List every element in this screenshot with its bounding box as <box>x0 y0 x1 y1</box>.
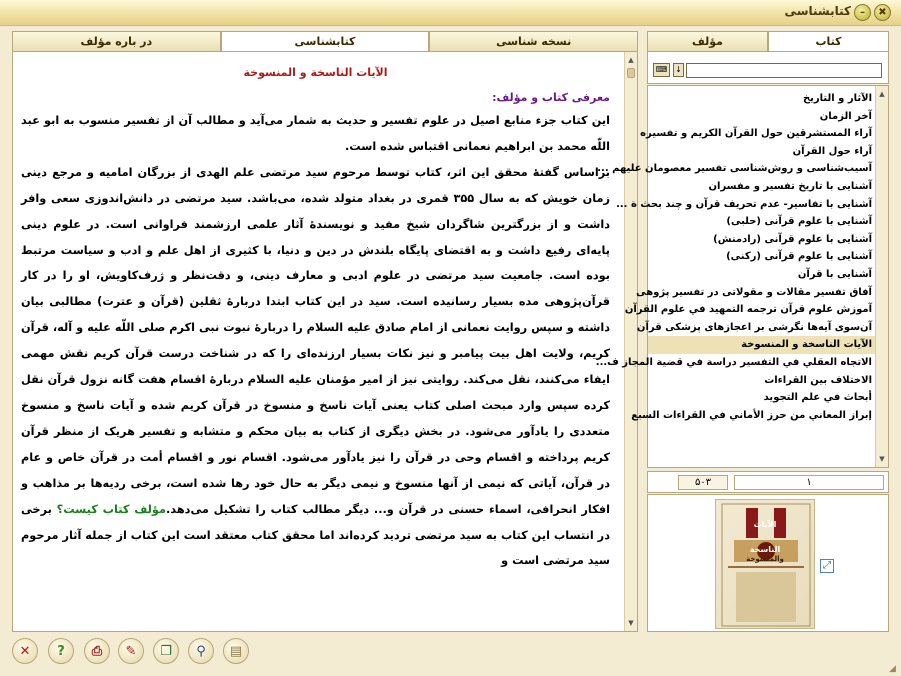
list-item[interactable]: آخر الزمان <box>819 110 872 122</box>
document-scrollbar[interactable] <box>624 52 637 631</box>
pager <box>647 471 889 493</box>
cover-panel <box>647 494 889 632</box>
search-option-icon[interactable]: ↓ <box>673 63 684 77</box>
tab-manuscripts[interactable]: نسخه شناسی <box>429 31 638 51</box>
search-button[interactable]: ⚲ <box>188 638 214 664</box>
paragraph-main <box>21 160 610 575</box>
tab-about-author[interactable]: در باره مؤلف <box>12 31 221 51</box>
cover-title-1: الآيات <box>753 520 777 529</box>
page-button[interactable]: ▤ <box>223 638 249 664</box>
book-cover[interactable] <box>715 499 815 629</box>
list-item[interactable]: الاختلاف بين القراءات <box>764 374 872 386</box>
list-item[interactable]: إبراز المعاني من حرز الأماني في القراءات السبع <box>631 409 872 421</box>
list-tabs <box>647 31 889 51</box>
scroll-up-icon[interactable]: ▲ <box>628 56 634 64</box>
cover-title-2: الناسخة <box>749 545 781 554</box>
edit-button[interactable]: ✎ <box>118 638 144 664</box>
list-item[interactable]: آشنایی با قرآن <box>797 268 872 280</box>
list-item[interactable]: الاتجاه العقلي في التفسير دراسة في قضية المجاز ف... <box>595 356 872 368</box>
page-total: ۵۰۳ <box>678 475 728 490</box>
book-list-pane <box>595 85 889 468</box>
bottom-toolbar <box>0 634 901 676</box>
list-item[interactable]: آفاق تفسیر مقالات و مقولاتی در تفسیر پژوهی <box>636 286 872 298</box>
copy-button[interactable]: ❐ <box>153 638 179 664</box>
cover-title-3: والمنسوخة <box>746 555 784 563</box>
tab-author[interactable]: مؤلف <box>647 31 768 51</box>
list-item[interactable]: آراء المستشرقين حول القرآن الكريم و تفسيره <box>640 128 872 140</box>
paragraph-main-text: براساس گفتۀ محقق این اثر، کتاب توسط مرحوم سید مرتضی علم الهدی از بزرگان امامیه و مرجع دینی زمان خویش که به سال ۳۵۵ قمری در بغداد متولد شده، می‌باشد. سید مرتضی در دانش‌اندوزی سعی وافر داشت و از بزرگترین شاگردان شیخ مفید و نویسندۀ آثار علمی ارزشمند فراوانی است. در علوم دینی پایه‌ای رفیع داشت و به اقتضای پایگاه بلندش در دین و دنیا، با کثیری از اهل علم و ادب و سیاست مرتبط بوده است. جامعیت سید مرتضی در علوم ادبی و معارف دینی، و دقت‌نظر و ژرف‌کاویش، او را در کار قرآن‌پژوهی مده بسیار رسانیده است. سید در این کتاب ابتدا دربارۀ ثقلین (قرآن و عترت) مطالبی بیان داشته و سپس روایت نعمانی از امام صادق علیه السلام را دربارۀ نبوت نبی اکرم صلی اللّه علیه و آله، قرآن کریم، ولایت اهل بیت پیامبر و نیز نکات بسیار ارزنده‌ای را که در شناخت درست قرآن کریم نقش مهمی ایفاء می‌کنند، نقل می‌کند. روایتی نیز از امیر مؤمنان علیه السلام دربارۀ اقسام هفت گانه نزول قرآن نقل کرده سپس وارد مبحث اصلی کتاب یعنی آیات ناسخ و منسوخ در قرآن کریم شده و آیات ناسخ و منسوخ متعددی را یادآور می‌شود. در بخش دیگری از کتاب به بیان محکم و متشابه و تفسیر هریک از منظر قرآن کریم پرداخته و اقسام وحی در قرآن را نیز یادآور می‌شود. اقسام نور و اقسام أمت در قرآن خاص و عام در قرآن، آیاتی که نیمی از آنها منسوخ و نیمی دیگر به حال خود رها شده است، برخی ردیه‌ها بر مذاهب و افکار انحرافی، اسماء حسنی در قرآن و... دیگر مطالب کتاب را تشکیل می‌دهد. <box>21 165 610 516</box>
minimize-icon[interactable]: – <box>854 4 871 21</box>
list-item[interactable]: آموزش علوم قرآن ترجمه التمهید في علوم القرآن <box>624 304 872 316</box>
search-panel <box>647 51 889 84</box>
list-item[interactable]: آشنایی با علوم قرآنی (رادمنش) <box>713 233 872 245</box>
search-input[interactable] <box>686 63 882 78</box>
list-item[interactable]: آشنایی با علوم قرآنی (رکنی) <box>726 251 872 263</box>
list-scroll-up-icon[interactable]: ▲ <box>879 90 885 98</box>
page-number-input[interactable]: ۱ <box>734 475 884 490</box>
document-pane <box>12 51 638 632</box>
section-heading: معرفی کتاب و مؤلف: <box>492 91 610 104</box>
author-question-link[interactable]: مؤلف کتاب کیست؟ <box>56 502 166 516</box>
tab-bibliography[interactable]: کتابشناسی <box>221 31 430 52</box>
list-item[interactable]: آشنایی با تاریخ تفسیر و مفسران <box>708 180 872 192</box>
book-list <box>595 90 875 424</box>
list-item[interactable]: آشنایی با علوم قرآنی (حلبی) <box>726 216 872 228</box>
close-icon[interactable]: ✖ <box>874 4 891 21</box>
tab-book[interactable]: کتاب <box>768 31 889 52</box>
close-button[interactable]: ✕ <box>12 638 38 664</box>
list-item[interactable]: آراء حول القرآن <box>792 145 872 157</box>
title-bar <box>0 0 901 26</box>
list-scroll-down-icon[interactable]: ▼ <box>879 455 885 463</box>
list-scrollbar[interactable] <box>875 86 888 467</box>
document-text <box>13 52 624 631</box>
keyboard-icon[interactable]: ⌨ <box>653 63 670 77</box>
list-item[interactable]: الآيات الناسخة و المنسوخة <box>648 336 875 354</box>
help-button[interactable]: ? <box>48 638 74 664</box>
document-tabs <box>12 31 638 51</box>
paragraph-main-tail: برخی در انتساب این کتاب به سید مرتضی تردید کرده‌اند اما محقق کتاب معتقد است این کتاب از جمله آثار مرحوم سید مرتضی است و <box>21 502 610 568</box>
expand-icon[interactable]: ⤢ <box>820 559 834 573</box>
list-item[interactable]: آن‌سوی آیه‌ها نگرشی بر اعجازهای پزشکی قرآن <box>636 321 872 333</box>
scroll-thumb[interactable] <box>627 68 635 78</box>
list-item[interactable]: الآثار و التاريخ <box>802 93 872 104</box>
print-button[interactable]: ⎙ <box>84 638 110 664</box>
window-title: کتابشناسی <box>784 4 851 18</box>
resize-grip-icon[interactable]: ◢ <box>889 664 896 674</box>
book-title: الآيات الناسخة و المنسوخة <box>243 66 388 79</box>
list-item[interactable]: آشنایی با تفاسیر- عدم تحریف قرآن و چند بحث ة ... <box>616 198 872 210</box>
paragraph-intro: این کتاب جزء منابع اصیل در علوم تفسیر و حدیث به شمار می‌آید و مطالب آن از تفسیر منسوب به ابو عبد اللّه محمد بن ابراهیم نعمانی اقتباس شده است. <box>21 114 610 153</box>
list-item[interactable]: أبحاث في علم التجويد <box>763 392 872 404</box>
list-item[interactable]: آسیب‌شناسی و روش‌شناسی تفسیر معصومان علیهم ... <box>597 163 872 175</box>
scroll-down-icon[interactable]: ▼ <box>628 619 634 627</box>
